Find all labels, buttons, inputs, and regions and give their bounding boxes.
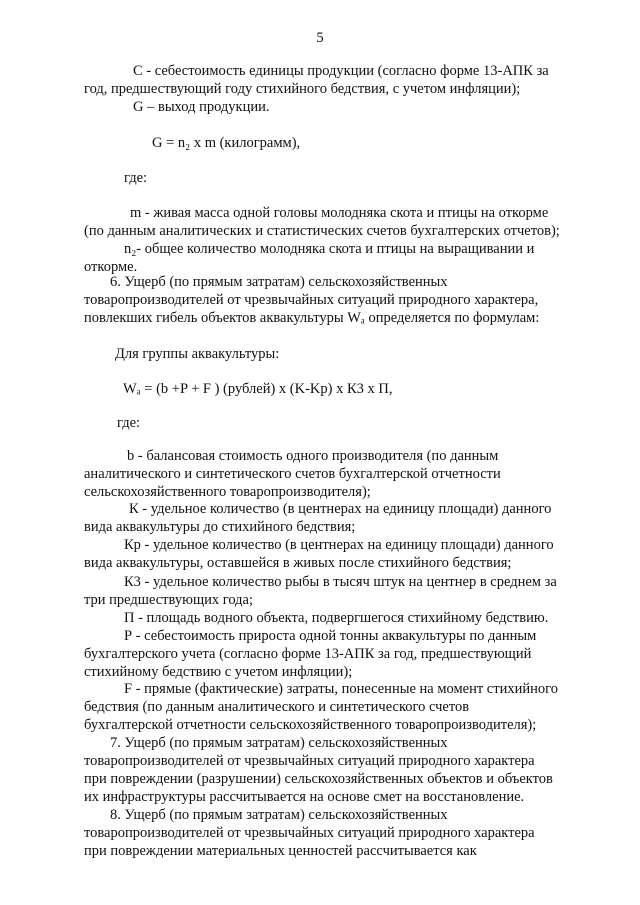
text-line: стихийному бедствию с учетом инфляции); (84, 664, 353, 680)
text-line: 8. Ущерб (по прямым затратам) сельскохозяйственных (110, 807, 448, 823)
text-line: год, предшествующий году стихийного бедствия, с учетом инфляции); (84, 81, 521, 97)
page-number: 5 (316, 30, 324, 46)
text-line: их инфраструктуры рассчитывается на основе смет на восстановление. (84, 789, 525, 805)
text-line: 6. Ущерб (по прямым затратам) сельскохозяйственных (110, 274, 448, 290)
text-line: К3 - удельное количество рыбы в тысяч штук на центнер в среднем за (124, 574, 557, 590)
text-line: m - живая масса одной головы молодняка скота и птицы на откорме (130, 205, 549, 221)
text-line: Р - себестоимость прироста одной тонны аквакультуры по данным (124, 628, 537, 644)
text-line: где: (117, 415, 141, 431)
text-line: (по данным аналитических и статистических счетов бухгалтерских отчетов); (84, 223, 560, 239)
text-line: Для группы аквакультуры: (115, 346, 280, 362)
text-line: вида аквакультуры, оставшейся в живых после стихийного бедствия; (84, 555, 512, 571)
text-line: где: (124, 170, 148, 186)
formula-g: G = n₂ x m (килограмм), (152, 135, 301, 151)
formula-wa: Wₐ = (b +P + F ) (рублей) х (K-Kр) х К3 х П, (123, 381, 393, 397)
text-line: повлекших гибель объектов аквакультуры Wₐ определяется по формулам: (84, 310, 540, 326)
text-line: товаропроизводителей от чрезвычайных ситуаций природного характера (84, 825, 535, 841)
text-line: С - себестоимость единицы продукции (согласно форме 13-АПК за (133, 63, 549, 79)
text-line: b - балансовая стоимость одного производителя (по данным (127, 448, 499, 464)
text-line: аналитического и синтетического счетов бухгалтерской отчетности (84, 466, 501, 482)
text-line: 7. Ущерб (по прямым затратам) сельскохозяйственных (110, 735, 448, 751)
text-line: n₂- общее количество молодняка скота и птицы на выращивании и (124, 241, 535, 257)
text-line: Кр - удельное количество (в центнерах на единицу площади) данного (124, 537, 554, 553)
text-line: сельскохозяйственного товаропроизводителя); (84, 484, 371, 500)
text-line: бухгалтерской отчетности сельскохозяйственного товаропроизводителя); (84, 717, 537, 733)
text-line: К - удельное количество (в центнерах на единицу площади) данного (129, 501, 552, 517)
text-line: G – выход продукции. (133, 99, 270, 115)
text-line: F - прямые (фактические) затраты, понесенные на момент стихийного (124, 681, 558, 697)
text-line: П - площадь водного объекта, подвергшегося стихийному бедствию. (124, 610, 549, 626)
text-line: при повреждении (разрушении) сельскохозяйственных объектов и объектов (84, 771, 553, 787)
text-line: вида аквакультуры до стихийного бедствия; (84, 519, 356, 535)
text-line: бухгалтерского учета (согласно форме 13-АПК за год, предшествующий (84, 646, 532, 662)
text-line: откорме. (84, 259, 138, 275)
text-line: товаропроизводителей от чрезвычайных ситуаций природного характера (84, 753, 535, 769)
text-line: при повреждении материальных ценностей рассчитывается как (84, 843, 477, 859)
text-line: товаропроизводителей от чрезвычайных ситуаций природного характера, (84, 292, 539, 308)
text-line: три предшествующих года; (84, 592, 254, 608)
text-line: бедствия (по данным аналитического и синтетического счетов (84, 699, 470, 715)
